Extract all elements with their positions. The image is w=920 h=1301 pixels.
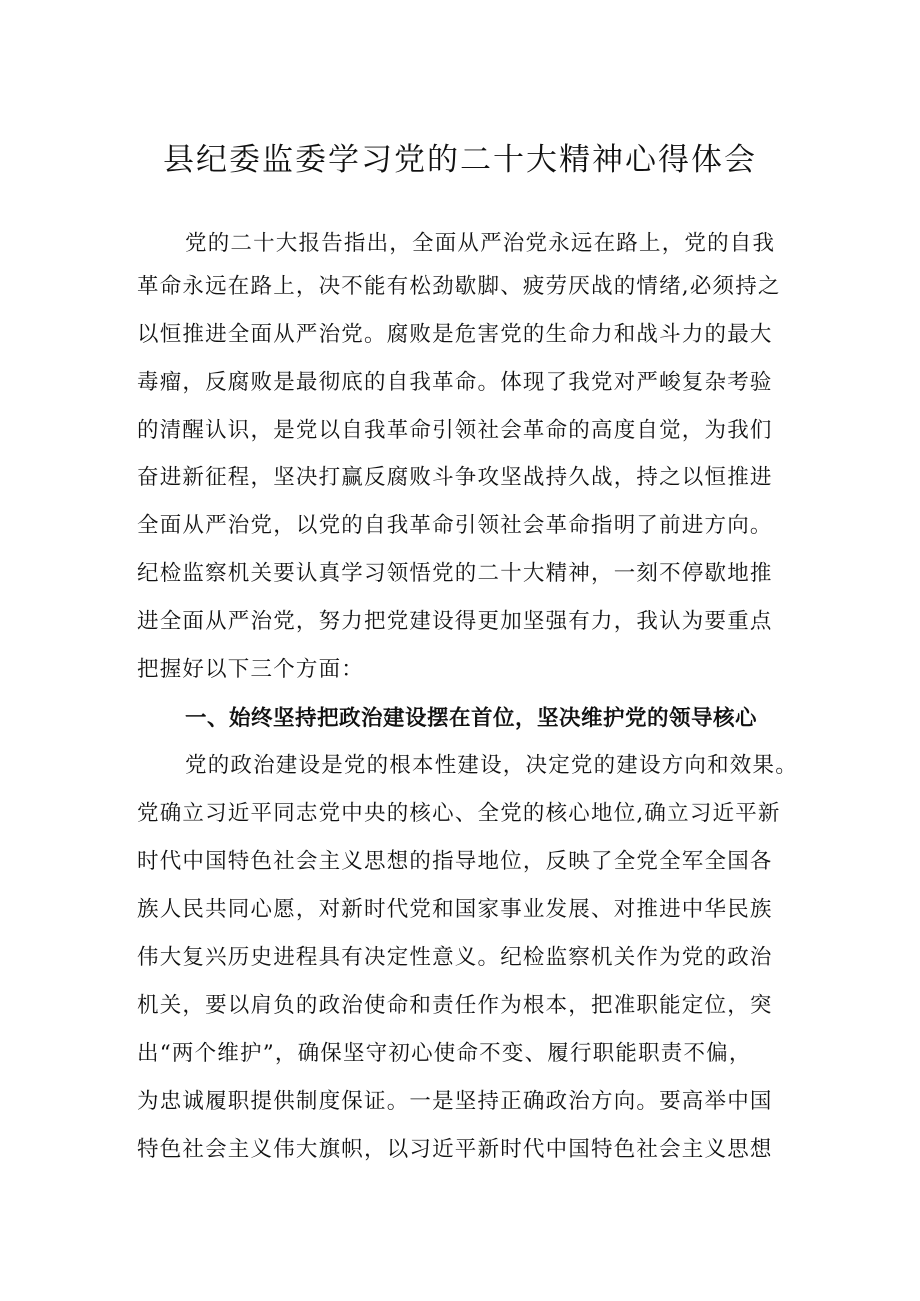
body-line: 时代中国特色社会主义思想的指导地位，反映了全党全军全国各 [137, 849, 773, 874]
body-line: 把握好以下三个方面： [137, 657, 365, 682]
body-line: 的清醒认识，是党以自我革命引领社会革命的高度自觉，为我们 [137, 418, 773, 443]
body-line: 机关，要以肩负的政治使命和责任作为根本，把准职能定位，突 [137, 993, 773, 1018]
body-line: 全面从严治党，以党的自我革命引领社会革命指明了前进方向。 [137, 513, 773, 538]
body-line: 族人民共同心愿，对新时代党和国家事业发展、对推进中华民族 [137, 897, 773, 922]
body-line: 奋进新征程，坚决打赢反腐败斗争攻坚战持久战，持之以恒推进 [137, 465, 773, 490]
body-line: 纪检监察机关要认真学习领悟党的二十大精神，一刻不停歇地推 [137, 561, 773, 586]
body-line: 特色社会主义伟大旗帜，以习近平新时代中国特色社会主义思想 [137, 1137, 773, 1162]
body-line: 党确立习近平同志党中央的核心、全党的核心地位,确立习近平新 [137, 801, 781, 826]
document-title: 县纪委监委学习党的二十大精神心得体会 [163, 142, 757, 178]
body-line: 进全面从严治党，努力把党建设得更加坚强有力，我认为要重点 [137, 609, 773, 634]
body-line: 出“两个维护”，确保坚守初心使命不变、履行职能职责不偏， [137, 1041, 752, 1066]
body-line: 革命永远在路上，决不能有松劲歇脚、疲劳厌战的情绪,必须持之 [137, 274, 781, 299]
body-line: 党的政治建设是党的根本性建设，决定党的建设方向和效果。 [185, 753, 798, 778]
body-line: 以恒推进全面从严治党。腐败是危害党的生命力和战斗力的最大 [137, 322, 773, 347]
body-line: 党的二十大报告指出，全面从严治党永远在路上，党的自我 [185, 231, 776, 256]
body-line: 伟大复兴历史进程具有决定性意义。纪检监察机关作为党的政治 [137, 945, 773, 970]
section-heading: 一、始终坚持把政治建设摆在首位，坚决维护党的领导核心 [185, 706, 758, 731]
body-line: 为忠诚履职提供制度保证。一是坚持正确政治方向。要高举中国 [137, 1089, 773, 1114]
body-line: 毒瘤，反腐败是最彻底的自我革命。体现了我党对严峻复杂考验 [137, 370, 773, 395]
